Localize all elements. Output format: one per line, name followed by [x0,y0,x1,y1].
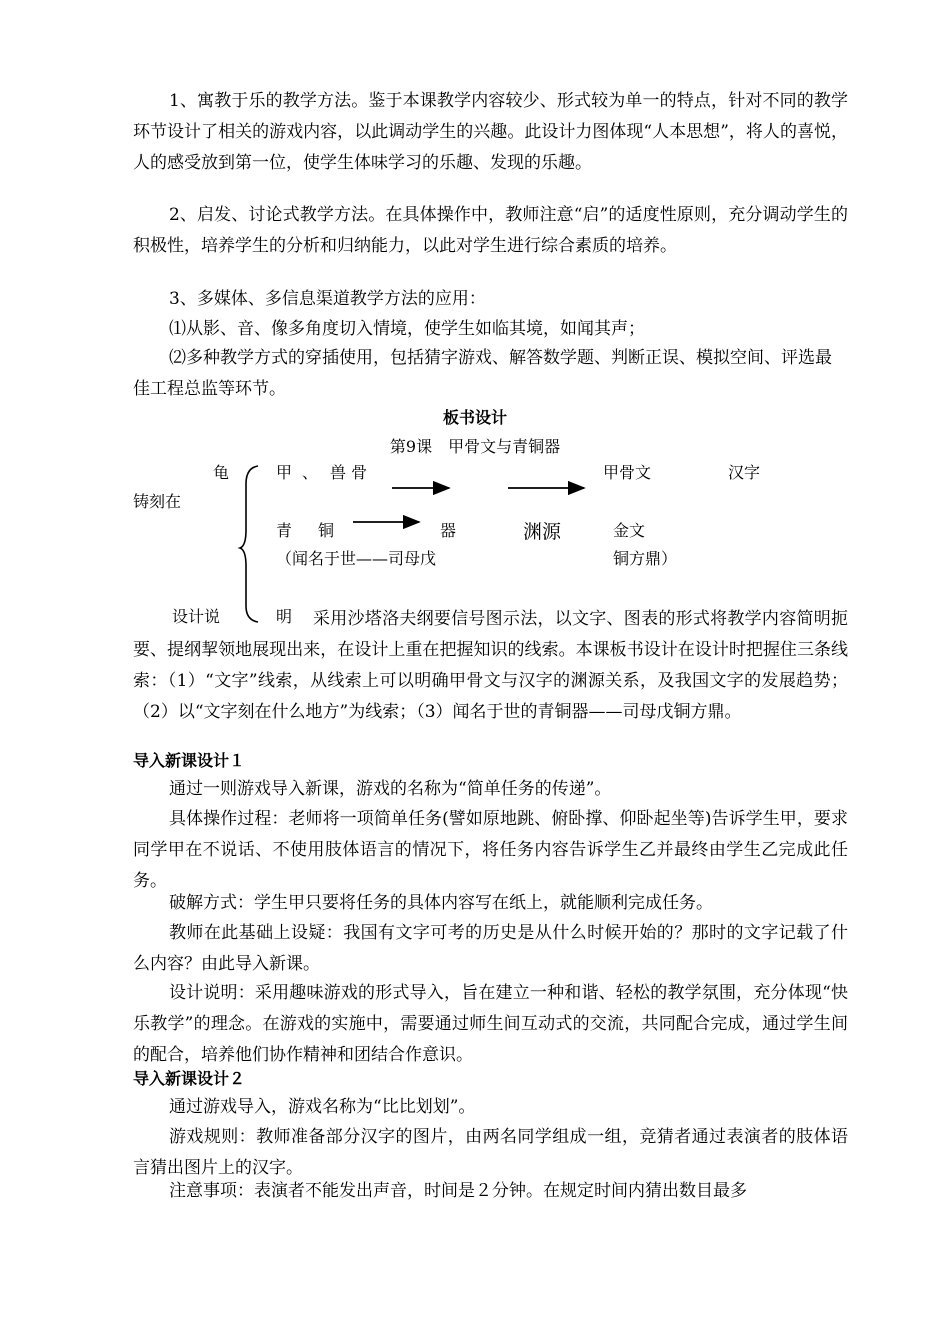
board-label-jia: 甲 [276,463,293,482]
board-label-zhukezai: 铸刻在 [133,492,182,511]
board-label-shejishuo: 设计说 [172,607,221,626]
board-label-jiaguwen: 甲骨文 [603,463,652,482]
intro1-paragraph-3: 破解方式：学生甲只要将任务的具体内容写在纸上，就能顺利完成任务。 [169,893,713,913]
method-2-paragraph: 2、启发、讨论式教学方法。在具体操作中，教师注意“启”的适度性原则，充分调动学生的积极性，培养学生的分析和归纳能力，以此对学生进行综合素质的培养。 [133,205,848,256]
intro1-paragraph-5: 设计说明：采用趣味游戏的形式导入，旨在建立一种和谐、轻松的教学氛围，充分体现“快乐教学”的理念。在游戏的实施中，需要通过师生间互动式的交流，共同配合完成，通过学生间的配合，培养他们协作精神和团结合作意识。 [133,983,848,1065]
board-label-shougu: 兽 骨 [330,463,368,482]
board-label-tong: 铜 [318,521,335,540]
method-3a-item: ⑴从影、音、像多角度切入情境，使学生如临其境，如闻其声； [169,319,645,339]
board-label-dun: 、 [302,463,319,482]
board-label-qi: 器 [440,521,457,540]
board-label-wenming: （闻名于世——司母戊 [276,549,437,568]
board-label-qing: 青 [276,521,293,540]
board-design-note: 采用沙塔洛夫纲要信号图示法，以文字、图表的形式将教学内容简明扼要、提纲挈领地展现出来，在设计上重在把握知识的线索。本课板书设计在设计时把握住三条线索：（1）“文字”线索，从线索上可以明确甲骨文与汉字的渊源关系，及我国文字的发展趋势；（2）以“文字刻在什么地方”为线索；（3）闻名于世的青铜器——司母戊铜方鼎。 [133,609,848,722]
curly-brace-icon [240,466,258,622]
intro2-paragraph-2: 游戏规则：教师准备部分汉字的图片，由两名同学组成一组，竞猜者通过表演者的肢体语言猜出图片上的汉字。 [133,1127,848,1178]
intro-design-1-heading: 导入新课设计１ [133,751,246,770]
intro1-paragraph-1: 通过一则游戏导入新课，游戏的名称为“简单任务的传递”。 [169,779,612,799]
intro2-paragraph-3: 注意事项：表演者不能发出声音，时间是２分钟。在规定时间内猜出数目最多 [169,1181,747,1201]
board-label-tongfangding: 铜方鼎） [613,549,678,568]
intro2-paragraph-1: 通过游戏导入，游戏名称为“比比划划”。 [169,1097,476,1117]
board-label-gui: 龟 [213,463,230,482]
board-label-yuanyuan: 渊源 [523,521,562,543]
board-label-hanzi: 汉字 [728,463,761,482]
board-design-title: 板书设计 [442,408,507,427]
method-3-paragraph: 3、多媒体、多信息渠道教学方法的应用： [169,289,486,309]
intro1-paragraph-4: 教师在此基础上设疑：我国有文字可考的历史是从什么时候开始的？那时的文字记载了什么内容？由此导入新课。 [133,923,848,974]
method-3b-item: ⑵多种教学方式的穿插使用，包括猜字游戏、解答数学题、判断正误、模拟空间、评选最佳工程总监等环节。 [133,348,832,399]
board-label-ming: 明 [276,607,293,626]
intro-design-2-heading: 导入新课设计２ [133,1069,246,1088]
board-label-jinwen: 金文 [613,521,646,540]
intro1-paragraph-2: 具体操作过程：老师将一项简单任务(譬如原地跳、俯卧撑、仰卧起坐等)告诉学生甲，要求同学甲在不说话、不使用肢体语言的情况下，将任务内容告诉学生乙并最终由学生乙完成此任务。 [133,809,848,891]
method-1-paragraph: 1、寓教于乐的教学方法。鉴于本课教学内容较少、形式较为单一的特点，针对不同的教学环节设计了相关的游戏内容，以此调动学生的兴趣。此设计力图体现“人本思想”，将人的喜悦，人的感受放到第一位，使学生体味学习的乐趣、发现的乐趣。 [133,91,848,173]
board-design-subtitle: 第9课 甲骨文与青铜器 [389,437,561,456]
